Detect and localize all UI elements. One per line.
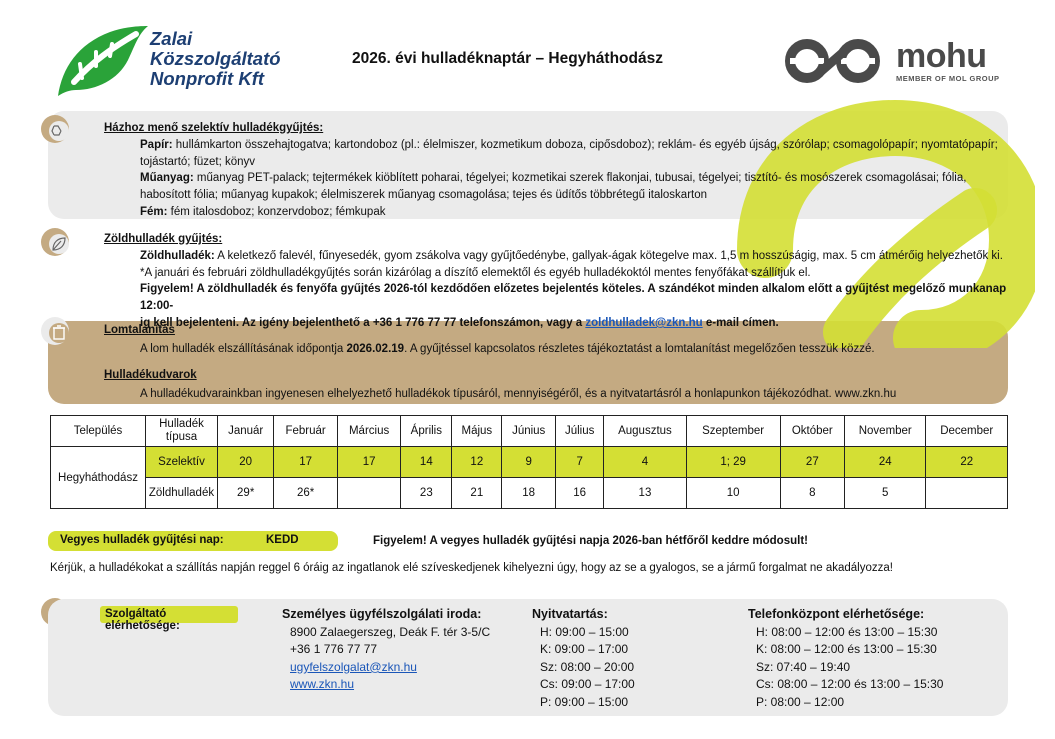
- hours-line: H: 09:00 – 15:00: [540, 624, 629, 639]
- yard-text: A hulladékudvarainkban ingyenesen elhelyezhető hulladékok típusáról, mennyiségéről, és a nyitvatartásról a honlapunkon tájékozódhat. www.zkn.hu: [140, 387, 897, 400]
- mixed-notice: Figyelem! A vegyes hulladék gyűjtési napja 2026-ban hétfőről keddre módosult!: [373, 535, 808, 547]
- green-warning-end: e-mail címen.: [702, 316, 779, 329]
- table-row-green: [51, 478, 1008, 509]
- plastic-line: [104, 170, 1014, 187]
- org-name-line: Közszolgáltató: [150, 48, 281, 69]
- zkn-wordmark: [150, 29, 281, 89]
- date-cell: 4: [604, 447, 686, 478]
- office-phone: +36 1 776 77 77: [290, 642, 378, 657]
- hours-line: Cs: 09:00 – 17:00: [540, 677, 635, 692]
- date-cell: 13: [604, 478, 686, 509]
- placement-request: Kérjük, a hulladékokat a szállítás napján reggel 6 óráig az ingatlanok elé szíveskedjenek kihelyezni úgy, hogy az se a gyalogos, se a jármű forgalmat ne akadályozza!: [50, 562, 893, 574]
- plastic-text: műanyag PET-palack; tejtermékek kiöblített poharai, tégelyei; kozmetikai szerek flakonjai, tubusai, tégelyei; tisztító- és mosószerek csomagolásai; fólia,: [193, 172, 967, 185]
- metal-text: fém italosdoboz; konzervdoboz; fémkupak: [167, 205, 386, 218]
- office-column: [282, 606, 490, 694]
- date-cell: 8: [780, 478, 844, 509]
- plastic-line-cont: habosított fólia; műanyag kupakok; élelmiszerek műanyag csomagolása; tejes és üdítős többrétegű italoskarton: [140, 189, 708, 202]
- green-email-link[interactable]: zoldhulladek@zkn.hu: [585, 316, 703, 329]
- bulky-waste-icon: [40, 316, 70, 346]
- leaf-icon: [40, 227, 70, 257]
- bulky-text: [104, 342, 1004, 358]
- org-name-line: Zalai: [150, 28, 193, 49]
- month-header: Október: [780, 416, 844, 447]
- month-header: Szeptember: [686, 416, 780, 447]
- date-cell: 22: [926, 447, 1008, 478]
- mixed-day-label: Vegyes hulladék gyűjtési nap:: [60, 534, 224, 546]
- month-header: December: [926, 416, 1008, 447]
- paper-label: Papír:: [140, 138, 173, 151]
- mohu-subtitle: MEMBER OF MOL GROUP: [896, 74, 1000, 83]
- settlement-cell: Hegyháthodász: [51, 447, 146, 509]
- bulky-heading: Lomtalanítás: [104, 324, 175, 336]
- office-web-link[interactable]: www.zkn.hu: [290, 677, 355, 692]
- selective-section: [104, 120, 1014, 221]
- table-row-selective: [51, 447, 1008, 478]
- date-cell: 26*: [274, 478, 338, 509]
- bulky-text-a: A lom hulladék elszállításának időpontja: [140, 342, 347, 355]
- month-header: Február: [274, 416, 338, 447]
- date-cell: [337, 478, 401, 509]
- phone-hours-line: P: 08:00 – 12:00: [756, 694, 845, 709]
- date-cell: 20: [218, 447, 274, 478]
- leaf-logo-icon: [52, 20, 152, 100]
- paper-text: hullámkarton összehajtogatva; kartondoboz (pl.: élelmiszer, kozmetikum doboza, cipősdoboz); reklám- és egyéb újság, szórólap; csomagolópapír; nyomtatópapír;: [172, 138, 998, 151]
- metal-line: [104, 204, 1014, 221]
- paper-line-cont: tojástartó; füzet; könyv: [140, 155, 256, 168]
- hours-heading: Nyitvatartás:: [532, 607, 608, 621]
- date-cell: 14: [401, 447, 452, 478]
- date-cell: 29*: [218, 478, 274, 509]
- mixed-day-badge: [48, 531, 338, 551]
- green-warning-text: ig kell bejelenteni. Az igény bejelenthető a +36 1 776 77 77 telefonszámon, vagy a: [140, 316, 586, 329]
- collection-calendar: [50, 415, 1008, 509]
- phone-hours-line: Sz: 07:40 – 19:40: [756, 659, 851, 674]
- phone-hours-line: H: 08:00 – 12:00 és 13:00 – 15:30: [756, 624, 938, 639]
- recycle-icon: [40, 114, 70, 144]
- month-header: Június: [502, 416, 556, 447]
- date-cell: 21: [452, 478, 502, 509]
- green-text: A keletkező falevél, fűnyesedék, gyom zsákolva vagy gyűjtőedénybe, gallyak-ágak kötegelve max. 1,5 m hosszúságig, max. 5 cm átmérőig helyezhetők ki.: [214, 249, 1003, 262]
- date-cell: 7: [556, 447, 604, 478]
- paper-line: [104, 137, 1014, 154]
- phone-hours-line: K: 08:00 – 12:00 és 13:00 – 15:30: [756, 642, 937, 657]
- bulky-text-b: . A gyűjtéssel kapcsolatos részletes tájékoztatást a lomtalanítást megelőzően tesszük közzé.: [404, 342, 875, 355]
- waste-type-cell: Szelektív: [146, 447, 218, 478]
- date-cell: 5: [845, 478, 926, 509]
- date-cell: 12: [452, 447, 502, 478]
- date-cell: 27: [780, 447, 844, 478]
- mohu-logo: [782, 36, 1012, 86]
- green-label: Zöldhulladék:: [140, 249, 215, 262]
- month-header: Augusztus: [604, 416, 686, 447]
- phone-heading: Telefonközpont elérhetősége:: [748, 607, 925, 621]
- metal-label: Fém:: [140, 205, 168, 218]
- col-waste-type: Hulladék típusa: [146, 416, 218, 447]
- bulky-date: 2026.02.19: [346, 342, 405, 355]
- office-address: 8900 Zalaegerszeg, Deák F. tér 3-5/C: [290, 624, 491, 639]
- hours-line: P: 09:00 – 15:00: [540, 694, 629, 709]
- date-cell: 16: [556, 478, 604, 509]
- green-warning: Figyelem! A zöldhulladék és fenyőfa gyűjtés 2026-tól kezdődően előzetes bejelentés köteles. A szándékot minden alkalom előtt a gyűjtést megelőző munkanap 12:00-: [140, 283, 1007, 313]
- col-settlement: Település: [51, 416, 146, 447]
- hours-line: K: 09:00 – 17:00: [540, 642, 629, 657]
- mixed-day-value: KEDD: [266, 534, 299, 546]
- month-header: Január: [218, 416, 274, 447]
- mohu-wordmark: mohu: [896, 37, 987, 75]
- phone-column: [748, 606, 943, 712]
- office-heading: Személyes ügyfélszolgálati iroda:: [282, 607, 482, 621]
- plastic-label: Műanyag:: [140, 172, 194, 185]
- office-email-link[interactable]: ugyfelszolgalat@zkn.hu: [290, 659, 417, 674]
- month-header: Május: [452, 416, 502, 447]
- zkn-logo: [52, 20, 292, 100]
- page-title: 2026. évi hulladéknaptár – Hegyháthodász: [352, 50, 663, 67]
- date-cell: [926, 478, 1008, 509]
- date-cell: 1; 29: [686, 447, 780, 478]
- date-cell: 10: [686, 478, 780, 509]
- date-cell: 17: [274, 447, 338, 478]
- yard-heading: Hulladékudvarok: [104, 369, 197, 381]
- date-cell: 9: [502, 447, 556, 478]
- green-heading: Zöldhulladék gyűjtés:: [104, 233, 223, 245]
- org-name-line: Nonprofit Kft: [150, 68, 265, 89]
- date-cell: 23: [401, 478, 452, 509]
- contact-badge: [100, 606, 238, 632]
- contact-label: Szolgáltató elérhetősége:: [105, 608, 180, 632]
- month-header: Április: [401, 416, 452, 447]
- waste-type-cell: Zöldhulladék: [146, 478, 218, 509]
- bulky-section: [104, 323, 1004, 402]
- green-note: *A januári és februári zöldhulladékgyűjtés során kizárólag a díszítő elemektől és egyéb hulladékoktól mentes fenyőfákat szállítjuk el.: [140, 266, 811, 279]
- month-header: Március: [337, 416, 401, 447]
- month-header: Július: [556, 416, 604, 447]
- selective-heading: Házhoz menő szelektív hulladékgyűjtés:: [104, 122, 324, 134]
- green-section: [104, 231, 1014, 332]
- month-header: November: [845, 416, 926, 447]
- green-line: [104, 248, 1014, 265]
- hours-line: Sz: 08:00 – 20:00: [540, 659, 635, 674]
- date-cell: 24: [845, 447, 926, 478]
- calendar-header-row: [51, 416, 1008, 447]
- phone-hours-line: Cs: 08:00 – 12:00 és 13:00 – 15:30: [756, 677, 944, 692]
- hours-column: [532, 606, 635, 712]
- mohu-mark-icon: [782, 36, 892, 86]
- date-cell: 18: [502, 478, 556, 509]
- date-cell: 17: [337, 447, 401, 478]
